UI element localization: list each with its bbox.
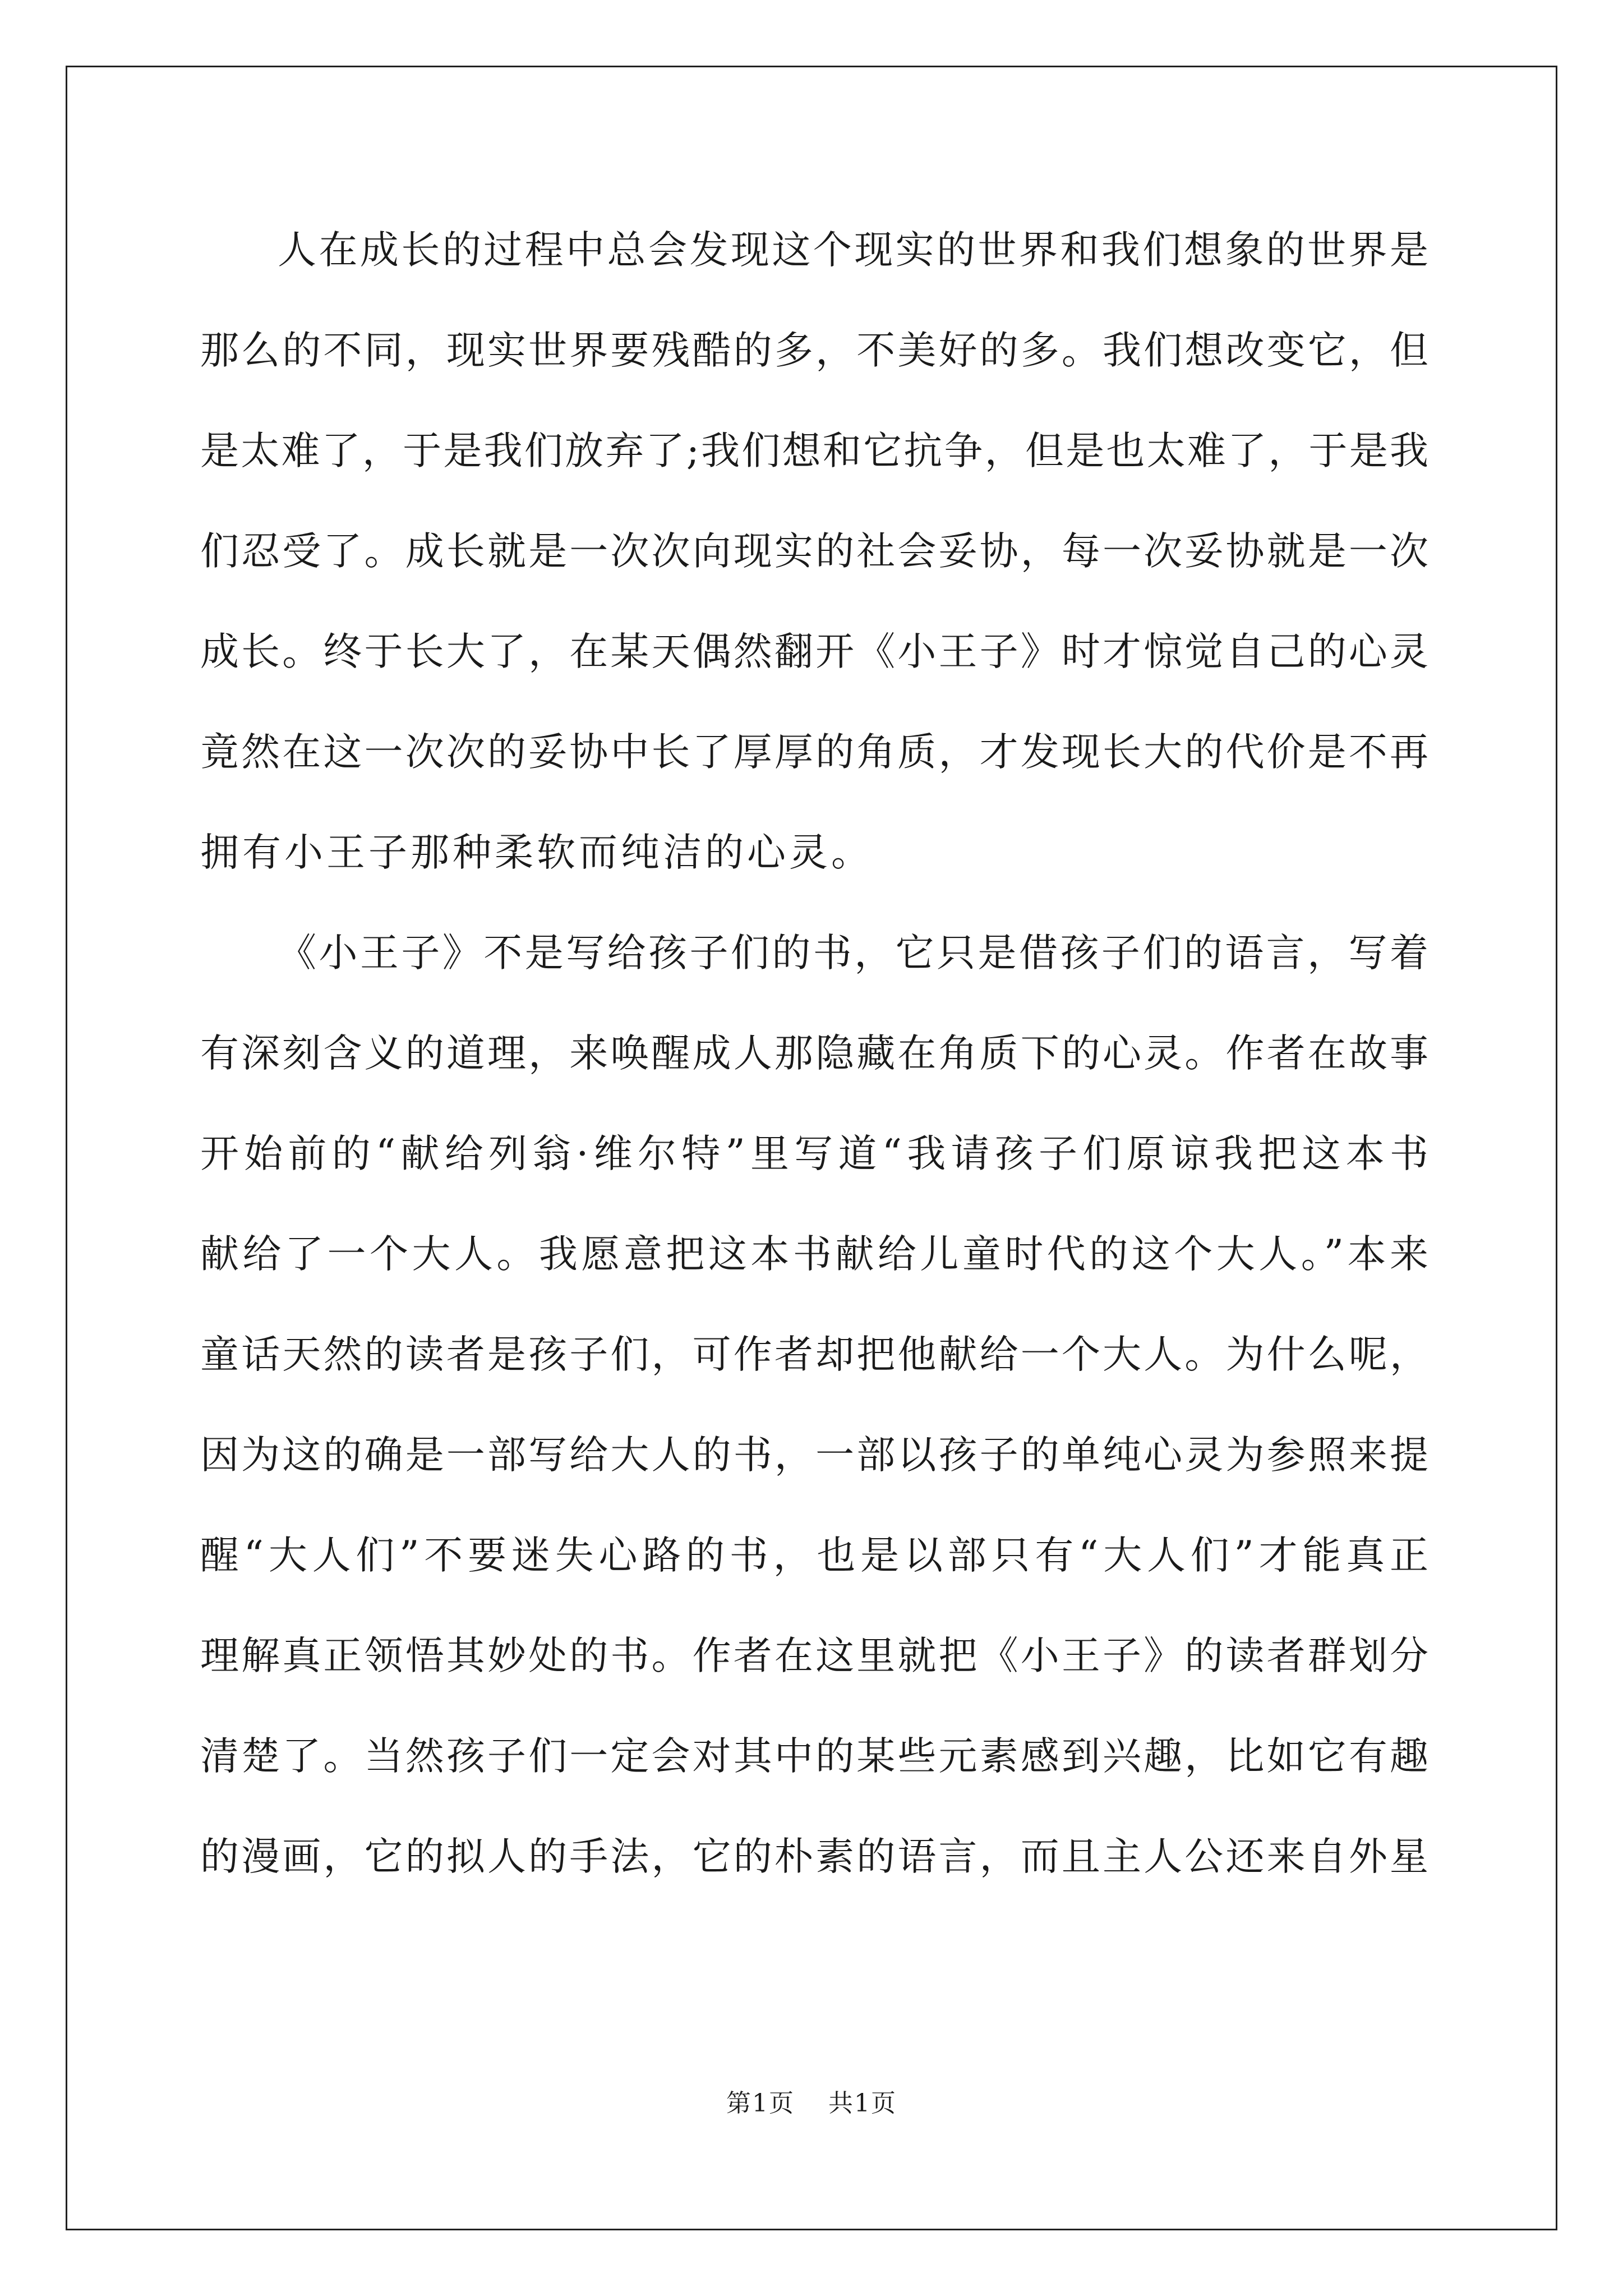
paragraph-2-line-3: 开始前的“献给列翁·维尔特”里写道“我请孩子们原谅我把这本书 <box>200 1131 1434 1176</box>
paragraph-2-line-9: 清楚了。当然孩子们一定会对其中的某些元素感到兴趣，比如它有趣 <box>200 1734 1431 1779</box>
paragraph-2-line-1: 《小王子》不是写给孩子们的书，它只是借孩子们的语言，写着 <box>278 931 1431 976</box>
paragraph-2-line-6: 因为这的确是一部写给大人的书，一部以孩子的单纯心灵为参照来提 <box>200 1433 1431 1478</box>
paragraph-2-line-7: 醒“大人们”不要迷失心路的书，也是以部只有“大人们”才能真正 <box>200 1533 1433 1578</box>
paragraph-2-line-10: 的漫画，它的拟人的手法，它的朴素的语言，而且主人公还来自外星 <box>200 1834 1431 1879</box>
paragraph-2-line-5: 童话天然的读者是孩子们，可作者却把他献给一个大人。为什么呢， <box>200 1332 1431 1377</box>
page-number-current: 第1页 <box>726 2089 795 2118</box>
paragraph-1-line-2: 那么的不同，现实世界要残酷的多，不美好的多。我们想改变它，但 <box>200 328 1431 373</box>
paragraph-1-line-6: 竟然在这一次次的妥协中长了厚厚的角质，才发现长大的代价是不再 <box>200 730 1431 775</box>
paragraph-2-line-8: 理解真正领悟其妙处的书。作者在这里就把《小王子》的读者群划分 <box>200 1634 1431 1678</box>
paragraph-1-line-7: 拥有小王子那种柔软而纯洁的心灵。 <box>200 830 873 875</box>
paragraph-1-line-5: 成长。终于长大了，在某天偶然翻开《小王子》时才惊觉自己的心灵 <box>200 629 1431 674</box>
page-number-total: 共1页 <box>828 2089 897 2118</box>
paragraph-1-line-3: 是太难了，于是我们放弃了;我们想和它抗争，但是也太难了，于是我 <box>200 429 1431 473</box>
page-footer <box>0 2087 1623 2120</box>
paragraph-2-line-2: 有深刻含义的道理，来唤醒成人那隐藏在角质下的心灵。作者在故事 <box>200 1031 1431 1076</box>
paragraph-2-line-4: 献给了一个大人。我愿意把这本书献给儿童时代的这个大人。”本来 <box>200 1232 1432 1277</box>
paragraph-1-line-1: 人在成长的过程中总会发现这个现实的世界和我们想象的世界是 <box>278 228 1431 273</box>
paragraph-1-line-4: 们忍受了。成长就是一次次向现实的社会妥协，每一次妥协就是一次 <box>200 529 1431 574</box>
